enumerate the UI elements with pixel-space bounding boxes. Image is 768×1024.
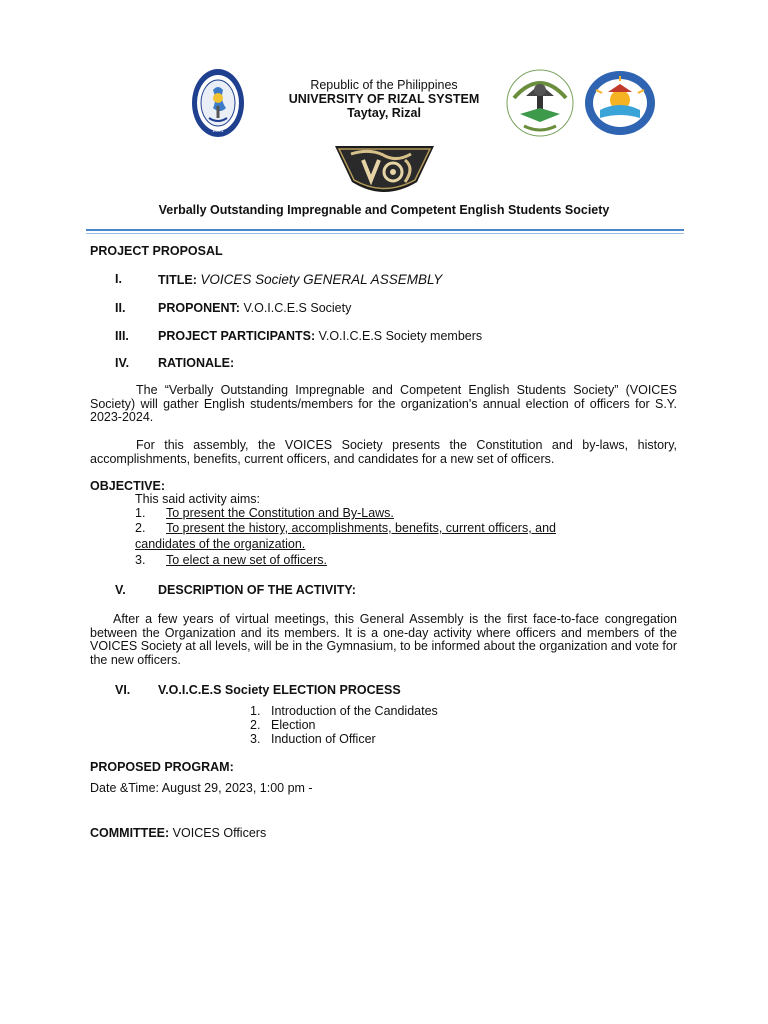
- section-value-group: [158, 301, 351, 315]
- section-label: RATIONALE:: [158, 356, 235, 370]
- objective-number: 3.: [135, 553, 146, 567]
- committee-line: [90, 826, 266, 841]
- section-number: II.: [115, 301, 126, 315]
- objective-item-continuation: candidates of the organization.: [135, 537, 306, 551]
- section-title: [0, 272, 768, 288]
- section-value: V.O.I.C.E.S Society members: [318, 329, 483, 343]
- rationale-paragraph-1: The “Verbally Outstanding Impregnable and Competent English Students Society” (VOICES Society) will gather English students/members for the organization's annual election of officers for S.Y. 2023-2024.: [90, 383, 677, 424]
- section-value-group: [158, 329, 482, 343]
- section-number: VI.: [115, 683, 131, 697]
- section-number: I.: [115, 272, 122, 286]
- committee-value: VOICES Officers: [172, 826, 267, 840]
- section-participants: [0, 329, 768, 345]
- section-election-process: [0, 683, 768, 699]
- program-datetime: Date &Time: August 29, 2023, 1:00 pm -: [90, 781, 313, 795]
- proposed-program-heading: PROPOSED PROGRAM:: [90, 760, 234, 774]
- section-value: V.O.I.C.E.S Society: [243, 301, 352, 315]
- section-value-group: [158, 272, 442, 287]
- objective-item: [135, 506, 394, 521]
- section-number: V.: [115, 583, 126, 597]
- section-label: PROPONENT:: [158, 301, 240, 315]
- header-block: [0, 78, 768, 120]
- election-step-text: Introduction of the Candidates: [271, 704, 438, 718]
- document-heading: PROJECT PROPOSAL: [90, 244, 223, 258]
- section-value: VOICES Society GENERAL ASSEMBLY: [200, 272, 443, 287]
- objective-number: 2.: [135, 521, 146, 535]
- objective-intro: This said activity aims:: [135, 492, 261, 506]
- objective-text: To elect a new set of officers.: [166, 553, 327, 567]
- objective-text: To present the history, accomplishments, benefits, current officers, and: [166, 521, 557, 535]
- election-step-text: Induction of Officer: [271, 732, 376, 746]
- section-label: TITLE:: [158, 273, 197, 287]
- urs-seal-year: 2001: [212, 128, 224, 134]
- section-proponent: [0, 301, 768, 317]
- election-step-number: 1.: [250, 704, 261, 718]
- header-divider: [86, 229, 684, 231]
- section-description: [0, 583, 768, 599]
- voices-society-logo: [333, 142, 436, 198]
- election-step-number: 3.: [250, 732, 261, 746]
- election-step-number: 2.: [250, 718, 261, 732]
- section-number: III.: [115, 329, 129, 343]
- description-paragraph: After a few years of virtual meetings, this General Assembly is the first face-to-face congregation between the Organization and its members. It is a one-day activity where officers and members of the VOICES Society at all levels, will be in the Gymnasium, to be informed about the organization and vote for the new officers.: [90, 612, 677, 667]
- section-label: V.O.I.C.E.S Society ELECTION PROCESS: [158, 683, 401, 697]
- section-number: IV.: [115, 356, 130, 370]
- header-divider-thin: [86, 233, 684, 234]
- objective-item: [135, 553, 327, 568]
- committee-label: COMMITTEE:: [90, 826, 170, 840]
- header-location: Taytay, Rizal: [347, 106, 421, 120]
- section-label: PROJECT PARTICIPANTS:: [158, 329, 316, 343]
- objective-text: To present the Constitution and By-Laws.: [166, 506, 394, 520]
- society-full-name: Verbally Outstanding Impregnable and Competent English Students Society: [158, 203, 610, 217]
- rationale-paragraph-2: For this assembly, the VOICES Society presents the Constitution and by-laws, history, accomplishments, benefits, current officers, and candidates for a new set of officers.: [90, 438, 677, 466]
- objective-number: 1.: [135, 506, 146, 520]
- objective-item: [135, 521, 556, 536]
- election-step: [250, 718, 315, 732]
- header-republic: Republic of the Philippines: [310, 78, 458, 92]
- header-university: UNIVERSITY OF RIZAL SYSTEM: [288, 92, 480, 106]
- election-step: [250, 704, 438, 718]
- election-step-text: Election: [271, 718, 316, 732]
- objective-heading: OBJECTIVE:: [90, 479, 166, 493]
- section-rationale: [0, 356, 768, 372]
- section-label: DESCRIPTION OF THE ACTIVITY:: [158, 583, 356, 597]
- election-step: [250, 732, 376, 746]
